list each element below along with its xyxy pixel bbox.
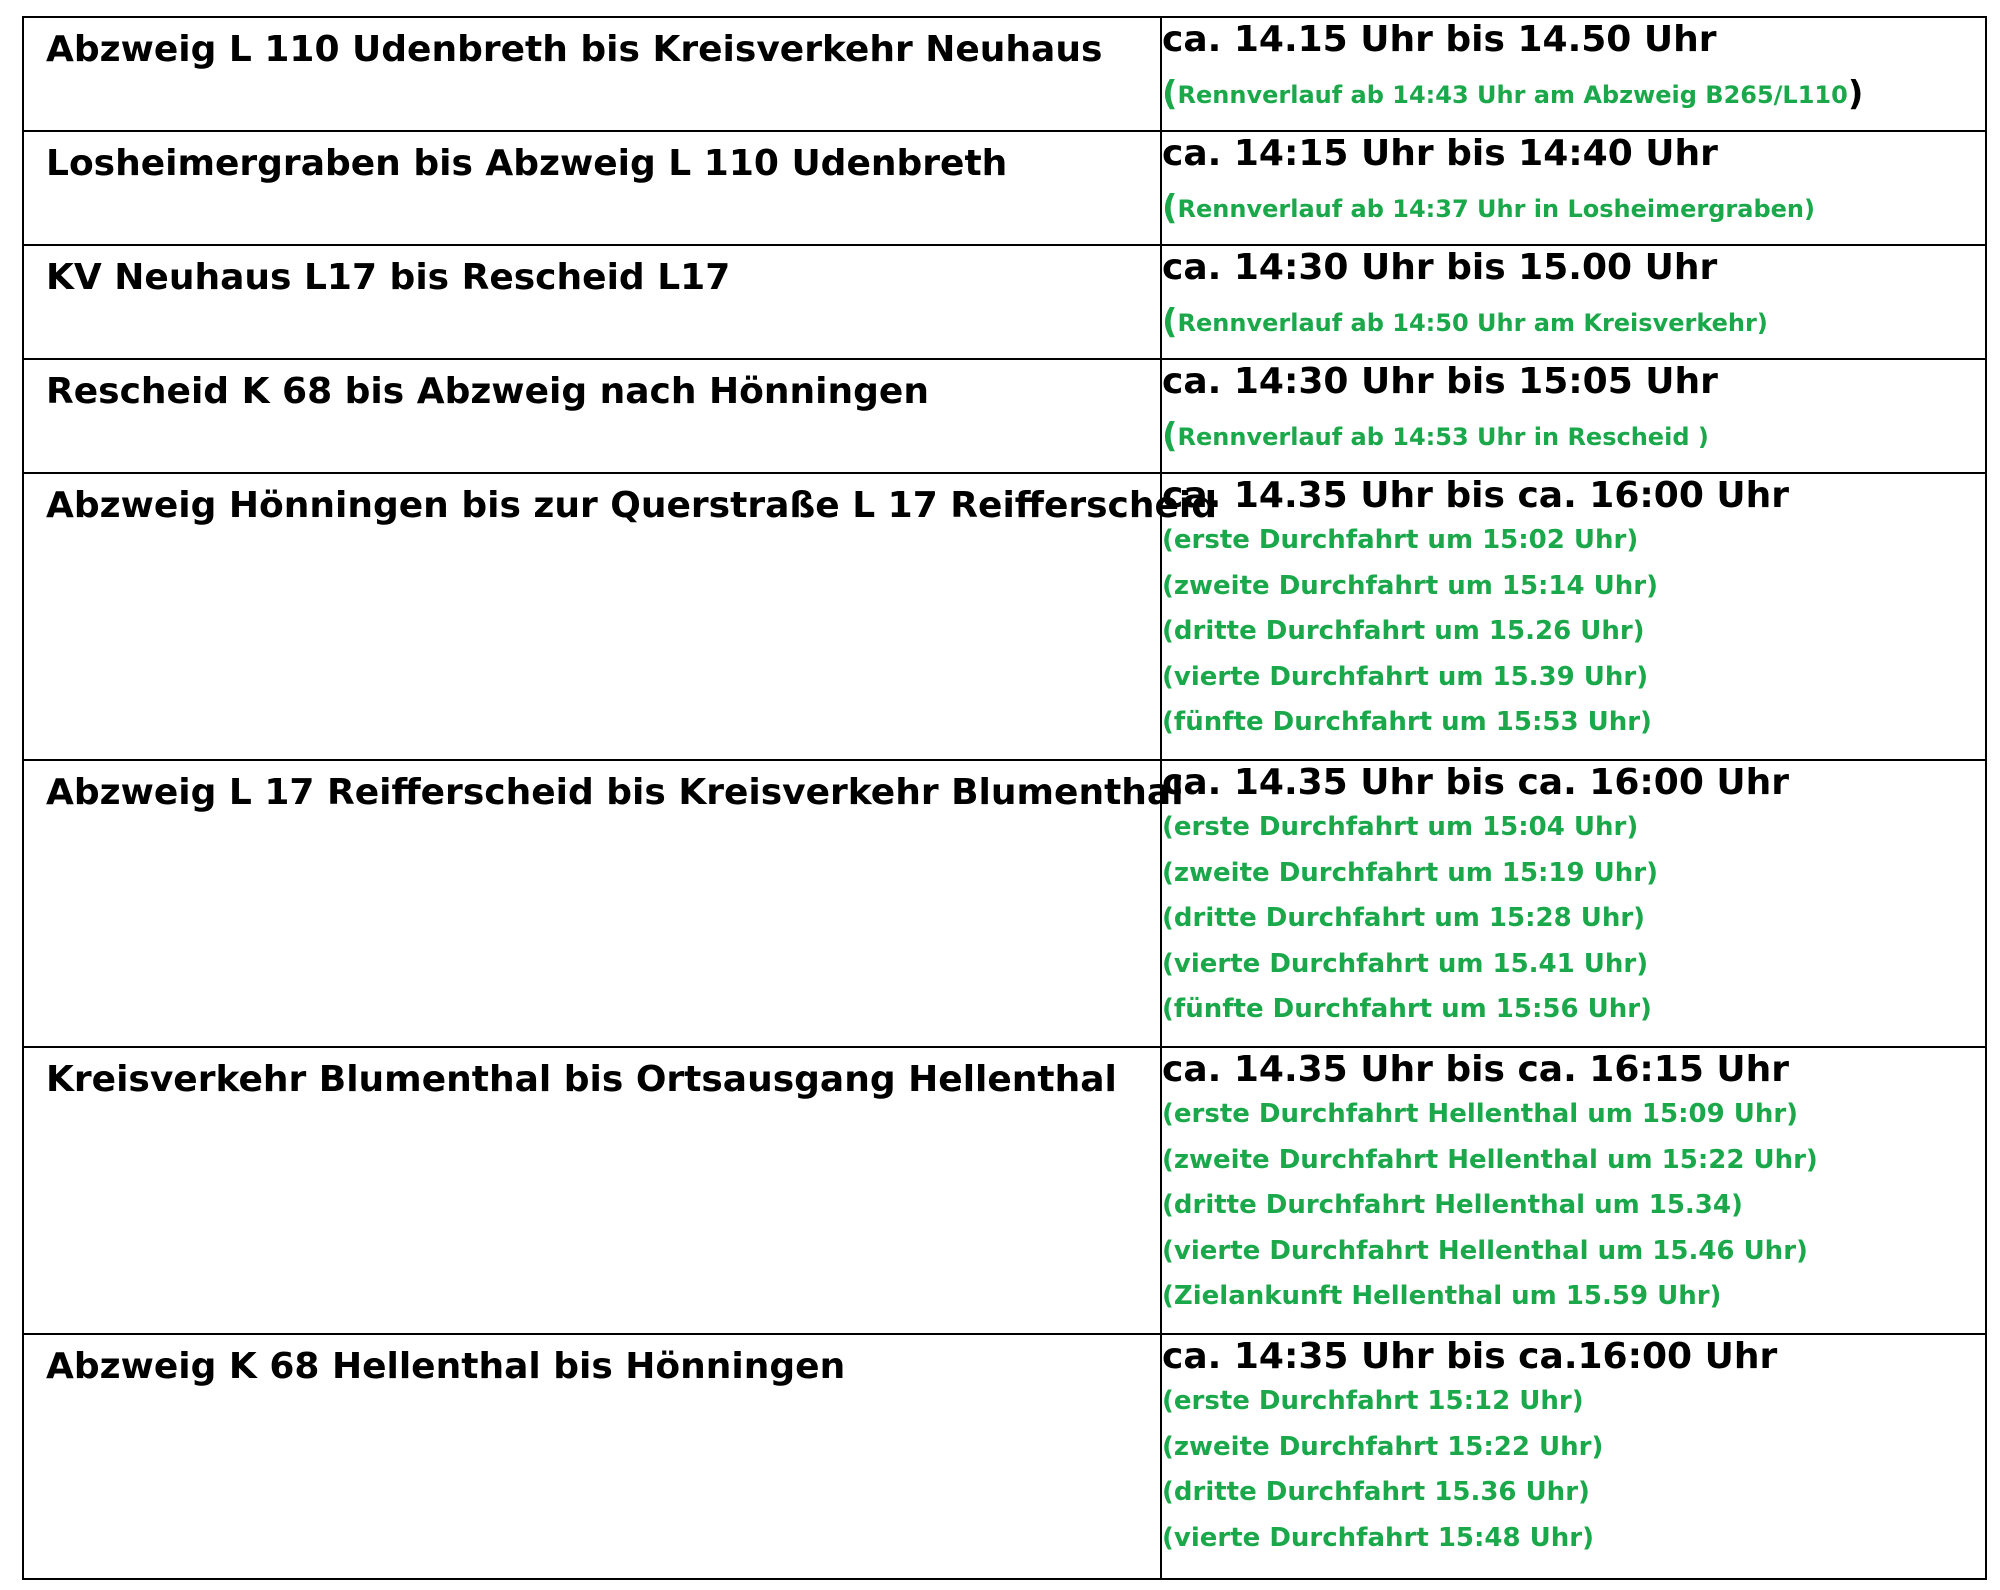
- race-notes: [1162, 62, 1985, 119]
- race-notes: [1162, 290, 1985, 347]
- route-name: Abzweig Hönningen bis zur Querstraße L 17 Reifferscheid: [46, 485, 1218, 526]
- pass-note: (erste Durchfahrt um 15:02 Uhr): [1162, 525, 1639, 555]
- pass-note: (fünfte Durchfahrt um 15:56 Uhr): [1162, 994, 1652, 1025]
- pass-note: (Zielankunft Hellenthal um 15.59 Uhr): [1162, 1281, 1722, 1312]
- table-row: [23, 760, 1986, 1047]
- route-name: Abzweig L 110 Udenbreth bis Kreisverkehr Neuhaus: [46, 29, 1103, 70]
- pass-note: (zweite Durchfahrt um 15:14 Uhr): [1162, 570, 1658, 601]
- time-cell: [1161, 17, 1986, 131]
- race-notes: [1162, 404, 1985, 461]
- route-cell: [23, 245, 1161, 359]
- pass-note: (erste Durchfahrt Hellenthal um 15:09 Uhr): [1162, 1099, 1799, 1129]
- pass-note: (zweite Durchfahrt 15:22 Uhr): [1162, 1431, 1604, 1462]
- pass-note: (dritte Durchfahrt um 15:28 Uhr): [1162, 903, 1646, 934]
- race-note: (Rennverlauf ab 14:53 Uhr in Rescheid ): [1162, 416, 1709, 456]
- pass-note: (dritte Durchfahrt Hellenthal um 15.34): [1162, 1190, 1743, 1221]
- closure-time: ca. 14:35 Uhr bis ca.16:00 Uhr: [1162, 1336, 1778, 1377]
- table-row: [23, 245, 1986, 359]
- route-cell: [23, 760, 1184, 1047]
- route-cell: [23, 359, 1161, 473]
- closure-time: ca. 14:30 Uhr bis 15.00 Uhr: [1162, 247, 1718, 288]
- pass-note: (vierte Durchfahrt um 15.39 Uhr): [1162, 661, 1649, 692]
- race-notes: [1162, 518, 1985, 746]
- pass-note: (zweite Durchfahrt Hellenthal um 15:22 Uhr): [1162, 1144, 1818, 1175]
- race-notes: [1162, 805, 1985, 1033]
- race-notes: [1162, 1379, 1985, 1561]
- race-note: (Rennverlauf ab 14:37 Uhr in Losheimergraben): [1162, 188, 1815, 228]
- pass-note: (zweite Durchfahrt um 15:19 Uhr): [1162, 857, 1658, 888]
- route-name: Kreisverkehr Blumenthal bis Ortsausgang Hellenthal: [46, 1059, 1117, 1100]
- time-cell: [1161, 359, 1986, 473]
- table-row: [23, 131, 1986, 245]
- time-cell: [1161, 1334, 1986, 1579]
- pass-note: (vierte Durchfahrt um 15.41 Uhr): [1162, 948, 1649, 979]
- route-name: KV Neuhaus L17 bis Rescheid L17: [46, 257, 731, 298]
- route-name: Abzweig L 17 Reifferscheid bis Kreisverkehr Blumenthal: [46, 772, 1184, 813]
- pass-note: (vierte Durchfahrt 15:48 Uhr): [1162, 1522, 1594, 1553]
- pass-note: (erste Durchfahrt 15:12 Uhr): [1162, 1386, 1584, 1416]
- route-cell: [23, 1334, 1161, 1579]
- route-name: Losheimergraben bis Abzweig L 110 Udenbreth: [46, 143, 1008, 184]
- table-row: [23, 1334, 1986, 1579]
- route-cell: [23, 131, 1161, 245]
- race-notes: [1162, 1092, 1985, 1320]
- pass-note: (dritte Durchfahrt um 15.26 Uhr): [1162, 616, 1645, 647]
- table-row: [23, 473, 1986, 760]
- table-row: [23, 17, 1986, 131]
- closure-time: ca. 14.35 Uhr bis ca. 16:15 Uhr: [1162, 1049, 1790, 1090]
- pass-note: (dritte Durchfahrt 15.36 Uhr): [1162, 1477, 1590, 1508]
- time-cell: [1161, 1047, 1986, 1334]
- route-cell: [23, 473, 1218, 760]
- closure-time: ca. 14.35 Uhr bis ca. 16:00 Uhr: [1162, 475, 1790, 516]
- closure-schedule-table: [22, 16, 1987, 1580]
- time-cell: [1161, 245, 1986, 359]
- pass-note: (vierte Durchfahrt Hellenthal um 15.46 Uhr): [1162, 1235, 1808, 1266]
- route-cell: [23, 17, 1161, 131]
- time-cell: [1161, 131, 1986, 245]
- route-name: Abzweig K 68 Hellenthal bis Hönningen: [46, 1346, 846, 1387]
- pass-note: (erste Durchfahrt um 15:04 Uhr): [1162, 812, 1639, 842]
- table-row: [23, 1047, 1986, 1334]
- route-cell: [23, 1047, 1161, 1334]
- closure-time: ca. 14:15 Uhr bis 14:40 Uhr: [1162, 133, 1718, 174]
- closure-time: ca. 14.15 Uhr bis 14.50 Uhr: [1162, 19, 1717, 60]
- race-note: (Rennverlauf ab 14:43 Uhr am Abzweig B265/L110): [1162, 74, 1864, 114]
- closure-time: ca. 14.35 Uhr bis ca. 16:00 Uhr: [1162, 762, 1790, 803]
- race-note: (Rennverlauf ab 14:50 Uhr am Kreisverkehr): [1162, 302, 1768, 342]
- route-name: Rescheid K 68 bis Abzweig nach Hönningen: [46, 371, 929, 412]
- time-cell: [1161, 473, 1986, 760]
- table-row: [23, 359, 1986, 473]
- closure-time: ca. 14:30 Uhr bis 15:05 Uhr: [1162, 361, 1718, 402]
- race-notes: [1162, 176, 1985, 233]
- time-cell: [1161, 760, 1986, 1047]
- pass-note: (fünfte Durchfahrt um 15:53 Uhr): [1162, 707, 1652, 738]
